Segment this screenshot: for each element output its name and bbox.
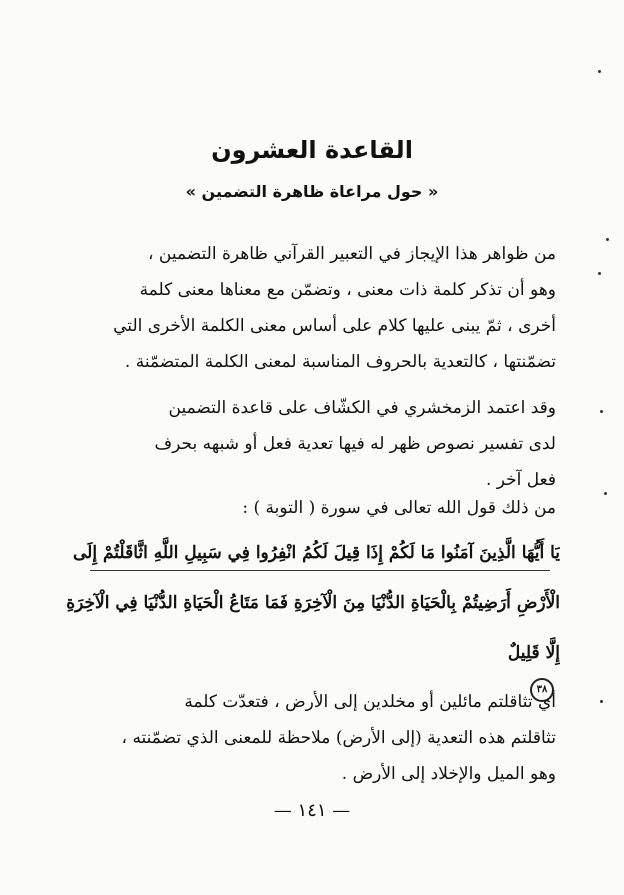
paragraph-line: لدى تفسير نصوص ظهر له فيها تعدية فعل أو شبهه بحرف [154,434,556,454]
margin-mark [600,700,603,703]
paragraph-1 [80,236,556,380]
paragraph-line: فعل آخر . [485,470,556,490]
paragraph-line: أي تثاقلتم مائلين أو مخلدين إلى الأرض ، فتعدّت كلمة [184,692,556,712]
intro-line: من ذلك قول الله تعالى في سورة ( التوبة ) : [242,498,556,518]
paragraph-line: وقد اعتمد الزمخشري في الكشّاف على قاعدة التضمين [168,398,556,418]
paragraph-line: تضمّنتها ، كالتعدية بالحروف المناسبة لمعنى الكلمة المتضمّنة . [124,352,556,372]
verse-line: الْأَرْضِ أَرَضِيتُمْ بِالْحَيَاةِ الدُّنْيَا مِنَ الْآخِرَةِ فَمَا مَتَاعُ الْحَيَاةِ الدُّنْيَا فِي الْآخِرَةِ [66,593,560,613]
paragraph-line: وهو أن تذكر كلمة ذات معنى ، وتضمّن مع معناها معنى كلمة [139,280,556,300]
page-subtitle: « حول مراعاة ظاهرة التضمين » [185,182,439,201]
margin-mark [604,492,607,495]
margin-mark [598,70,601,73]
quran-intro [80,490,556,526]
verse-underline [90,570,550,571]
paragraph-2 [80,390,556,498]
paragraph-line: من ظواهر هذا الإيجاز في التعبير القرآني ظاهرة التضمين ، [148,244,556,264]
paragraph-line: تثاقلتم هذه التعدية (إلى الأرض) ملاحظة للمعنى الذي تضمّنته ، [121,728,556,748]
page-number: — ١٤١ — [273,800,351,821]
margin-mark [598,272,601,275]
paragraph-3 [80,684,556,792]
paragraph-line: وهو الميل والإخلاد إلى الأرض . [341,764,556,784]
page-title: القاعدة العشرون [211,136,413,164]
paragraph-line: أخرى ، ثمّ يبنى عليها كلام على أساس معنى الكلمة الأخرى التي [113,316,556,336]
quran-verse [60,528,560,702]
verse-line: يَا أَيُّهَا الَّذِينَ آمَنُوا مَا لَكُمْ إِذَا قِيلَ لَكُمُ انْفِرُوا فِي سَبِيلِ اللَّهِ اثَّاقَلْتُمْ إِلَى [73,543,560,563]
margin-mark [606,238,609,241]
ayah-number-marker: ٣٨ [530,678,554,702]
margin-mark [600,410,603,413]
verse-end-text: إِلَّا قَلِيلٌ [507,643,560,663]
